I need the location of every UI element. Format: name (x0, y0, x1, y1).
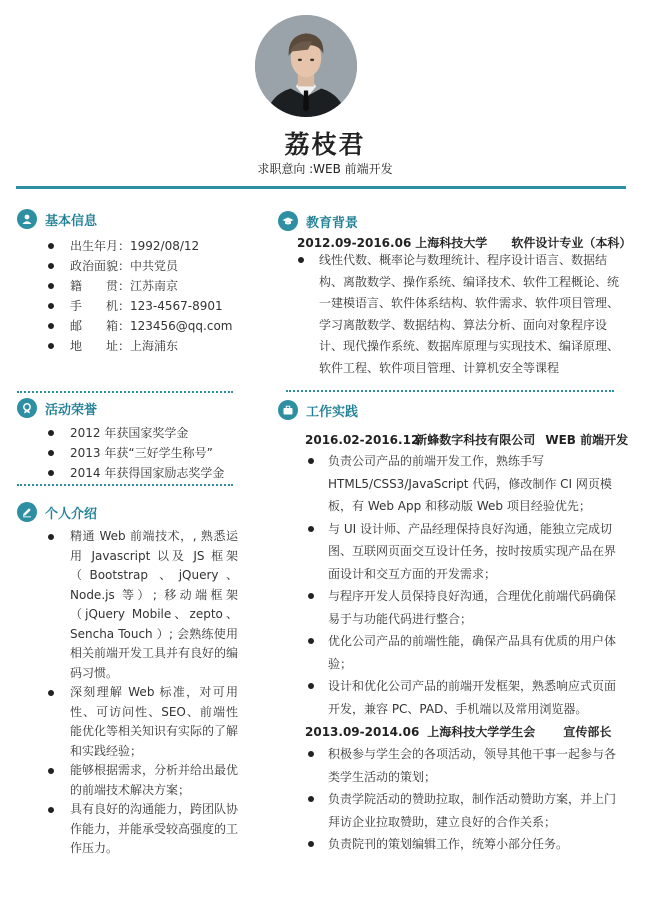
job-period: 2013.09-2014.06 (305, 725, 420, 739)
section-basic-info (17, 209, 97, 229)
section-title: 活动荣誉 (45, 402, 98, 418)
user-icon (17, 209, 37, 229)
list-item: 与 UI 设计师、产品经理保持良好沟通，能独立完成切图、互联网页面交互设计任务，按时按质实现产品在界面设计和交互方面的开发需求； (304, 518, 618, 586)
list-item: 出生年月：1992/08/12 (44, 236, 244, 256)
education-period: 2012.09-2016.06 (297, 236, 412, 250)
list-item: 2012 年获国家奖学金 (44, 423, 244, 443)
education-major: 软件设计专业（本科） (511, 236, 632, 250)
intro-list (44, 527, 238, 859)
list-item: 籍 贯：江苏南京 (44, 276, 244, 296)
section-education (278, 211, 358, 231)
section-honors (17, 398, 97, 418)
section-title: 教育背景 (306, 215, 359, 231)
medal-icon (17, 398, 37, 418)
education-school: 上海科技大学 (415, 236, 488, 250)
section-title: 工作实践 (306, 404, 359, 420)
avatar-photo (255, 15, 357, 117)
section-title: 个人介绍 (45, 506, 98, 522)
list-item: 优化公司产品的前端性能，确保产品具有优质的用户体验； (304, 630, 618, 675)
list-item: 能够根据需求，分析并给出最优的前端技术解决方案； (44, 761, 238, 800)
job-intent: 求职意向 :WEB 前端开发 (257, 162, 393, 176)
list-item: 2013 年获“三好学生称号” (44, 443, 244, 463)
honors-list (44, 423, 244, 483)
list-item: 政治面貌：中共党员 (44, 256, 244, 276)
list-item: 具有良好的沟通能力，跨团队协作能力，并能承受较高强度的工作压力。 (44, 800, 238, 859)
list-item: 设计和优化公司产品的前端开发框架，熟悉响应式页面开发，兼容 PC、PAD、手机端以及常用浏览器。 (304, 675, 618, 720)
education-courses: 线性代数、概率论与数理统计、程序设计语言、数据结构、离散数学、操作系统、编译技术、软件工程概论、统一建模语言、软件体系结构、软件需求、软件项目管理、学习离散数学、数据结构、算法分析、面向对象程序设计、现代操作系统、数据库原理与实现技术、编译原理、软件工程、软件项目管理、计算机安全等课程 (319, 250, 619, 379)
list-item: 邮 箱：123456@qq.com (44, 316, 244, 336)
section-divider (17, 391, 233, 393)
job-role: WEB 前端开发 (545, 433, 629, 447)
section-work (278, 400, 358, 420)
section-title: 基本信息 (45, 213, 98, 229)
list-item: 负责学院活动的赞助拉取，制作活动赞助方案，并上门拜访企业拉取赞助，建立良好的合作关系； (304, 788, 618, 833)
list-item: 2014 年获得国家励志奖学金 (44, 463, 244, 483)
briefcase-icon (278, 400, 298, 420)
job-period: 2016.02-2016.12 (305, 433, 420, 447)
section-divider (286, 390, 614, 392)
job-header (305, 431, 628, 448)
job-role: 宣传部长 (563, 725, 612, 739)
job-header (305, 723, 611, 740)
job-duties-list (304, 743, 618, 856)
candidate-name: 荔枝君 (284, 130, 366, 159)
list-item: 负责公司产品的前端开发工作，熟练手写 HTML5/CSS3/JavaScript 代码，修改制作 CI 网页模板，有 Web App 和移动版 Web 项目经验优先； (304, 450, 618, 518)
job-company: 新蜂数字科技有限公司 (415, 433, 536, 447)
list-item: 深刻理解 Web 标准，对可用性、可访问性、SEO、前端性能优化等相关知识有实际的了解和实践经验； (44, 683, 238, 761)
list-item: 地 址：上海浦东 (44, 336, 244, 356)
section-intro (17, 502, 97, 522)
basic-info-list (44, 236, 244, 356)
list-item: 手 机：123-4567-8901 (44, 296, 244, 316)
edit-icon (17, 502, 37, 522)
list-item: 精通 Web 前端技术，, 熟悉运用 Javascript 以及 JS 框架（Bootstrap 、jQuery、Node.js 等）; 移动端框架（jQuery Mobile、zepto、Sencha Touch ）; 会熟练使用相关前端开发工具并有良好的编码习惯。 (44, 527, 238, 683)
header-divider (16, 186, 626, 189)
section-divider (17, 484, 233, 486)
person-portrait-icon (255, 15, 357, 117)
list-item: 积极参与学生会的各项活动，领导其他干事一起参与各类学生活动的策划； (304, 743, 618, 788)
list-item: 负责院刊的策划编辑工作，统筹小部分任务。 (304, 833, 618, 856)
list-item: 与程序开发人员保持良好沟通，合理优化前端代码确保易于与功能代码进行整合； (304, 585, 618, 630)
graduation-cap-icon (278, 211, 298, 231)
education-header (297, 234, 631, 251)
job-duties-list (304, 450, 618, 720)
job-company: 上海科技大学学生会 (427, 725, 536, 739)
